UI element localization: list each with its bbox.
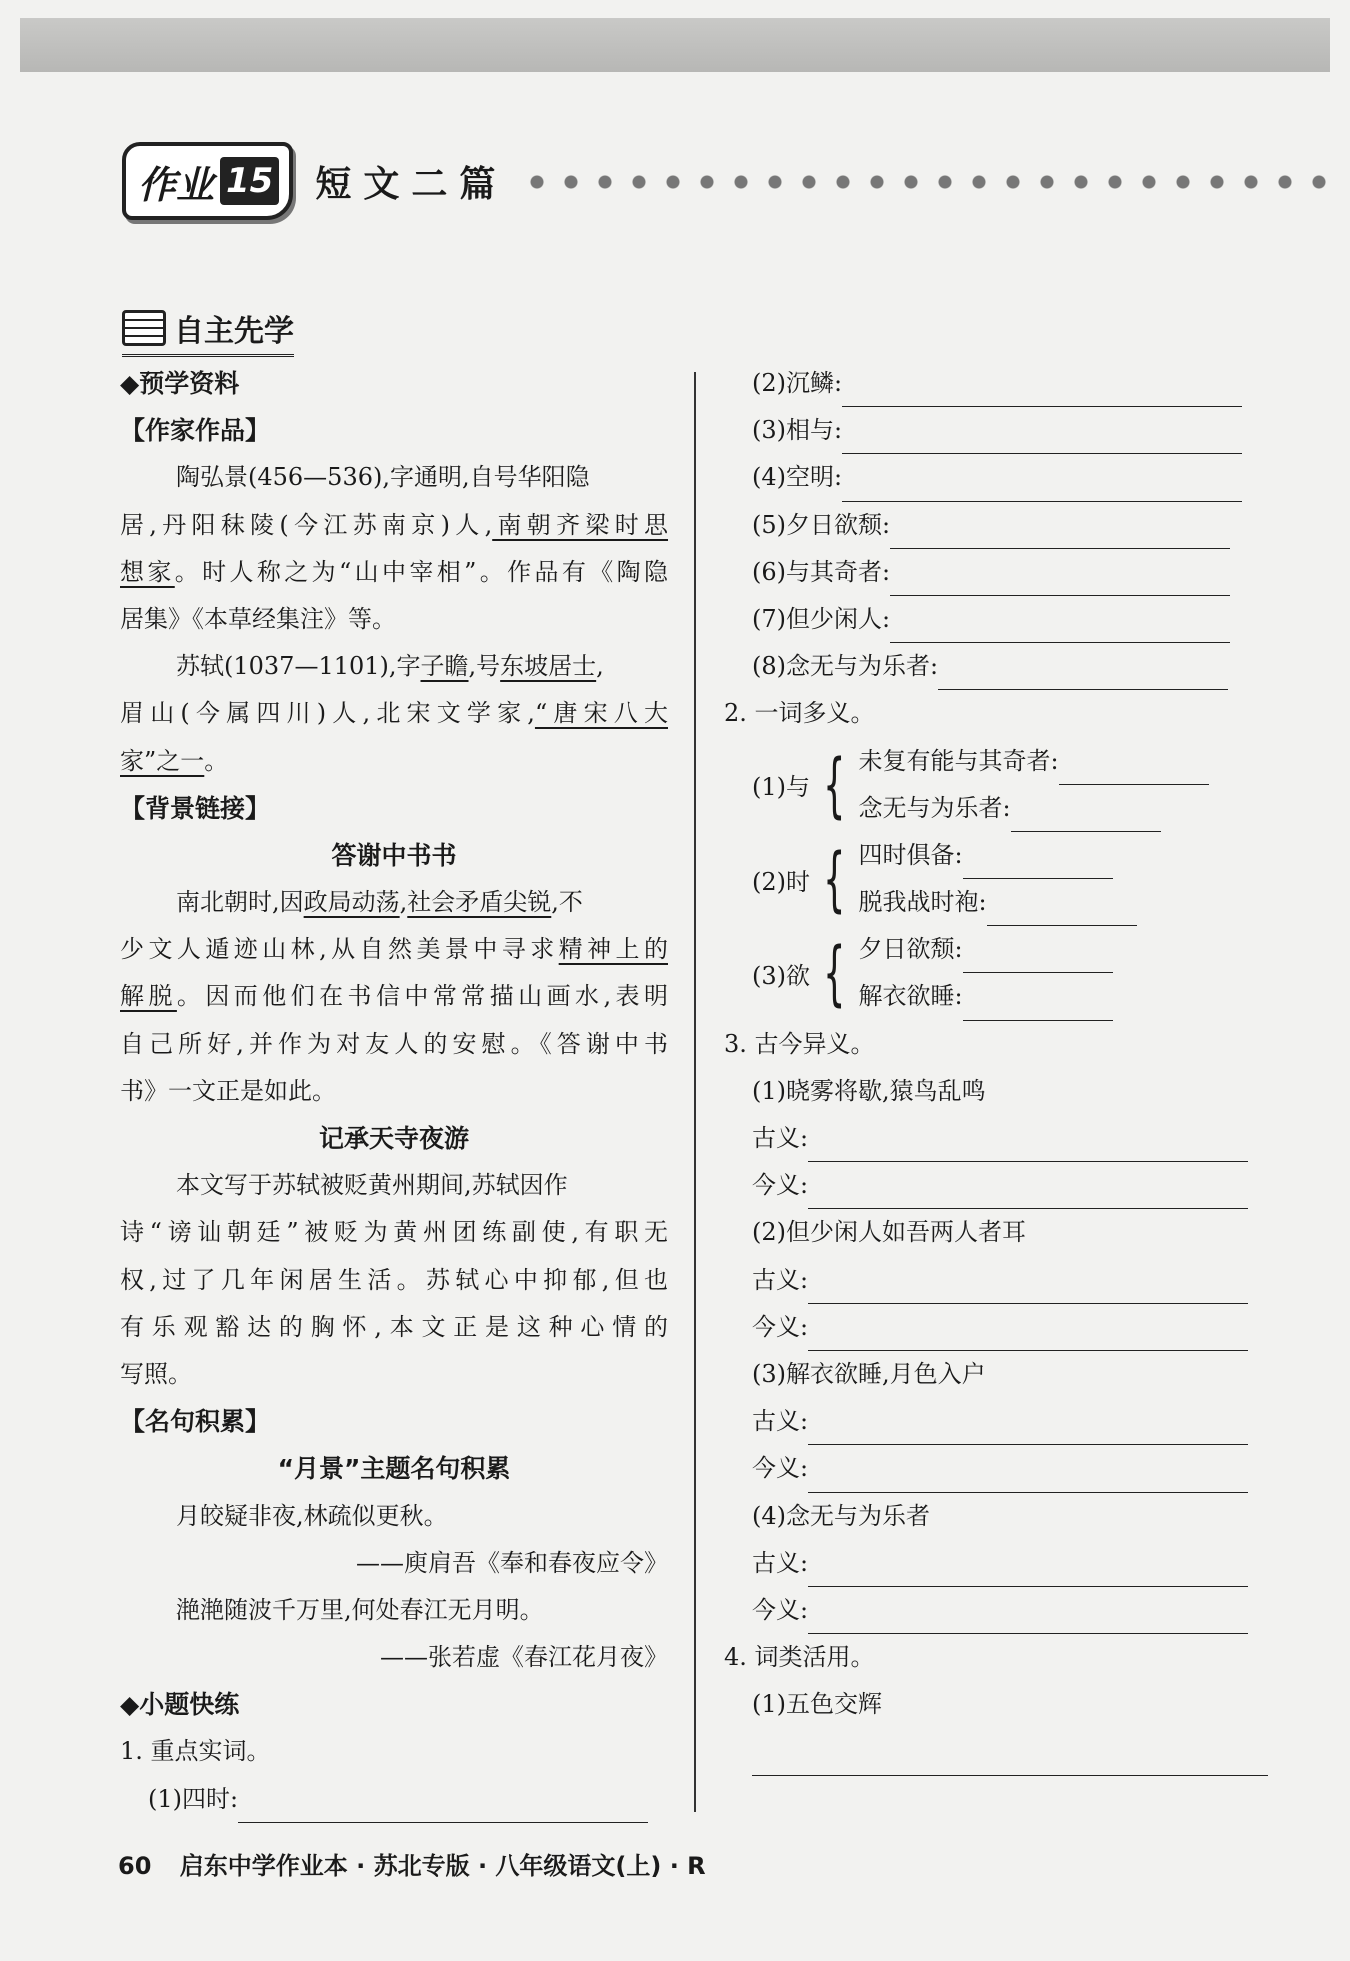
text-line: 南北朝时,因政局动荡,社会矛盾尖锐,不 (176, 888, 583, 917)
quote-line: 滟滟随波千万里,何处春江无月明。 (176, 1595, 544, 1624)
text-line: 自己所好,并作为对友人的安慰。《答谢中书 (120, 1029, 668, 1058)
badge-number: 15 (220, 157, 279, 205)
polysemy-group: (1)与 { 未复有能与其奇者: 念无与为乐者: (724, 738, 1274, 832)
answer-line: 今义: (724, 1445, 1274, 1492)
subtitle: “月景”主题名句积累 (277, 1454, 511, 1484)
answer-line (724, 1728, 1274, 1775)
question-item: (7)但少闲人: (724, 596, 1274, 643)
text-line: 少文人遁迹山林,从自然美景中寻求精神上的 (120, 935, 668, 964)
answer-line: 今义: (724, 1304, 1274, 1351)
question-item: (4)空明: (724, 454, 1274, 501)
brace-icon: { (823, 838, 846, 921)
text-line: 家”之一。 (120, 746, 229, 775)
quote-heading: 【名句积累】 (120, 1407, 271, 1437)
text-line: 解脱。因而他们在书信中常常描山画水,表明 (120, 982, 668, 1011)
answer-blank[interactable] (842, 475, 1242, 502)
answer-line: 今义: (724, 1162, 1274, 1209)
answer-blank[interactable] (808, 1277, 1248, 1304)
answer-blank[interactable] (1011, 805, 1161, 832)
question-item: (3)相与: (724, 407, 1274, 454)
top-scan-band (20, 18, 1330, 72)
answer-blank[interactable] (890, 616, 1230, 643)
question-item: (3)解衣欲睡,月色入户 (752, 1359, 986, 1388)
text-line: 写照。 (120, 1359, 192, 1388)
group-label: (2)时 (752, 867, 810, 896)
text-line: 眉山(今属四川)人,北宋文学家,“唐宋八大 (120, 699, 668, 728)
answer-blank[interactable] (808, 1560, 1248, 1587)
background-heading: 【背景链接】 (120, 793, 271, 823)
subtitle: 答谢中书书 (331, 840, 457, 870)
answer-blank[interactable] (963, 994, 1113, 1021)
text-line: 诗“谤讪朝廷”被贬为黄州团练副使,有职无 (120, 1218, 668, 1247)
page-number: 60 (118, 1852, 152, 1880)
answer-line: 古义: (724, 1115, 1274, 1162)
answer-line: 古义: (724, 1540, 1274, 1587)
left-column (120, 360, 668, 1823)
brace-icon: { (823, 743, 846, 826)
quote-source: ——张若虚《春江花月夜》 (380, 1643, 668, 1672)
answer-blank[interactable] (963, 946, 1113, 973)
column-divider (694, 372, 696, 1812)
question-item: (2)沉鳞: (724, 360, 1274, 407)
group-label: (3)欲 (752, 961, 810, 990)
answer-blank[interactable] (238, 1796, 648, 1823)
question-heading: 2. 一词多义。 (724, 699, 875, 728)
badge-label: 作业 (138, 162, 215, 207)
answer-blank[interactable] (842, 427, 1242, 454)
page-footer (118, 1846, 706, 1881)
question-item: (1)五色交辉 (752, 1690, 882, 1719)
answer-blank[interactable] (808, 1418, 1248, 1445)
section-heading (122, 306, 294, 357)
section-title: 自主先学 (174, 314, 294, 349)
answer-line: 古义: (724, 1257, 1274, 1304)
notebook-icon (122, 310, 166, 346)
text-line: 书》一文正是如此。 (120, 1076, 336, 1105)
answer-blank[interactable] (808, 1135, 1248, 1162)
lesson-title: 短文二篇 (315, 163, 508, 205)
answer-blank[interactable] (752, 1749, 1268, 1776)
text-line: 想家。时人称之为“山中宰相”。作品有《陶隐 (120, 557, 668, 586)
answer-blank[interactable] (808, 1466, 1248, 1493)
answer-blank[interactable] (1059, 758, 1209, 785)
question-heading: 1. 重点实词。 (120, 1737, 271, 1766)
text-line: 居,丹阳秣陵(今江苏南京)人,南朝齐梁时思 (120, 510, 669, 539)
group-label: (1)与 (752, 773, 810, 802)
lesson-header (122, 140, 507, 222)
quote-line: 月皎疑非夜,林疏似更秋。 (176, 1501, 448, 1530)
author-heading: 【作家作品】 (120, 416, 271, 446)
footer-text: 启东中学作业本 · 苏北专版 · 八年级语文(上) · R (179, 1852, 706, 1880)
answer-blank[interactable] (938, 663, 1228, 690)
text-line: 有乐观豁达的胸怀,本文正是这种心情的 (120, 1312, 668, 1341)
polysemy-group: (3)欲 { 夕日欲颓: 解衣欲睡: (724, 926, 1274, 1020)
text-line: 陶弘景(456—536),字通明,自号华阳隐 (176, 463, 590, 492)
dotted-rule (520, 174, 1330, 190)
answer-blank[interactable] (842, 380, 1242, 407)
text-line: 本文写于苏轼被贬黄州期间,苏轼因作 (176, 1171, 568, 1200)
question-item: (2)但少闲人如吾两人者耳 (752, 1218, 1026, 1247)
right-column (724, 360, 1274, 1776)
subtitle: 记承天寺夜游 (318, 1124, 469, 1153)
brace-icon: { (823, 932, 846, 1015)
question-heading: 4. 词类活用。 (724, 1643, 875, 1672)
text-line: 居集》《本草经集注》等。 (120, 604, 396, 633)
question-item: (5)夕日欲颓: (724, 502, 1274, 549)
quote-source: ——庾肩吾《奉和春夜应令》 (356, 1548, 668, 1577)
question-item: (1)晓雾将歇,猿鸟乱鸣 (752, 1076, 986, 1105)
answer-blank[interactable] (890, 569, 1230, 596)
answer-blank[interactable] (963, 852, 1113, 879)
answer-blank[interactable] (987, 899, 1137, 926)
answer-blank[interactable] (808, 1182, 1248, 1209)
question-item: (8)念无与为乐者: (724, 643, 1274, 690)
question-item: (1)四时: (120, 1776, 668, 1823)
practice-heading: ◆小题快练 (120, 1690, 240, 1720)
answer-blank[interactable] (890, 522, 1230, 549)
answer-line: 古义: (724, 1398, 1274, 1445)
question-heading: 3. 古今异义。 (724, 1029, 875, 1058)
answer-blank[interactable] (808, 1607, 1248, 1634)
prestudy-heading: ◆预学资料 (120, 369, 240, 398)
question-item: (6)与其奇者: (724, 549, 1274, 596)
question-item: (4)念无与为乐者 (752, 1501, 930, 1530)
homework-badge (122, 142, 293, 220)
answer-blank[interactable] (808, 1324, 1248, 1351)
text-line: 权,过了几年闲居生活。苏轼心中抑郁,但也 (120, 1265, 668, 1294)
text-line: 苏轼(1037—1101),字子瞻,号东坡居士, (176, 652, 604, 681)
polysemy-group: (2)时 { 四时俱备: 脱我战时袍: (724, 832, 1274, 926)
answer-line: 今义: (724, 1587, 1274, 1634)
